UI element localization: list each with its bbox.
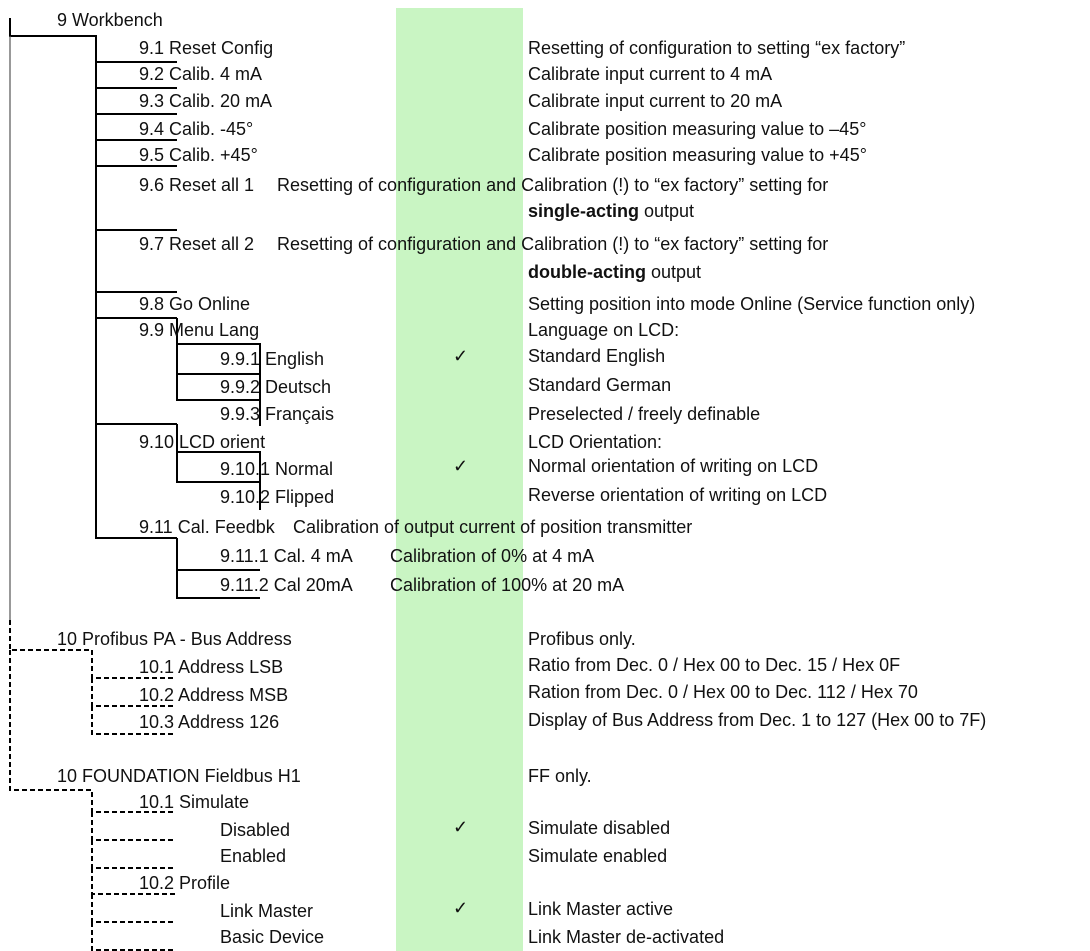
desc-normal: Normal orientation of writing on LCD: [528, 456, 819, 476]
desc-link-master: Link Master active: [528, 899, 674, 919]
desc-menu-lang: Language on LCD:: [528, 320, 680, 340]
output-suffix: output: [639, 201, 695, 221]
check-icon: ✓: [453, 456, 469, 476]
desc-address-lsb: Ratio from Dec. 0 / Hex 00 to Dec. 15 / Hex 0F: [528, 655, 901, 675]
profibus-title: 10 Profibus PA - Bus Address: [57, 629, 292, 649]
option-basic-device: Basic Device: [220, 927, 325, 947]
desc-cal-feedbk: Calibration of output current of position transmitter: [293, 517, 693, 537]
menu-item-address-126: 10.3 Address 126: [139, 712, 280, 732]
single-acting-label: single-acting: [528, 201, 640, 221]
desc-basic-device: Link Master de-activated: [528, 927, 725, 947]
output-suffix: output: [646, 262, 702, 282]
desc-reset-all-2: Resetting of configuration and Calibration (!) to “ex factory” setting for: [277, 234, 829, 254]
option-simulate-enabled: Enabled: [220, 846, 287, 866]
desc-address-126: Display of Bus Address from Dec. 1 to 127 (Hex 00 to 7F): [528, 710, 987, 730]
double-acting-label: double-acting: [528, 262, 646, 282]
option-cal-20ma: 9.11.2 Cal 20mA: [220, 575, 353, 595]
desc-reset-config: Resetting of configuration to setting “ex factory”: [528, 38, 906, 58]
foundation-desc: FF only.: [528, 766, 592, 786]
option-english: 9.9.1 English: [220, 349, 325, 369]
desc-simulate-disabled: Simulate disabled: [528, 818, 671, 838]
menu-item-calib-20ma: 9.3 Calib. 20 mA: [139, 91, 273, 111]
desc-reset-all-1-output: [528, 200, 694, 222]
option-cal-4ma: 9.11.1 Cal. 4 mA: [220, 546, 353, 566]
desc-deutsch: Standard German: [528, 375, 672, 395]
menu-item-calib-plus45: 9.5 Calib. +45°: [139, 145, 258, 165]
desc-lcd-orient: LCD Orientation:: [528, 432, 663, 452]
desc-cal-4ma: Calibration of 0% at 4 mA: [390, 546, 595, 566]
option-simulate-disabled: Disabled: [220, 820, 291, 840]
menu-item-calib-minus45: 9.4 Calib. -45°: [139, 119, 254, 139]
menu-item-reset-all-2: 9.7 Reset all 2: [139, 234, 255, 254]
menu-item-calib-4ma: 9.2 Calib. 4 mA: [139, 64, 263, 84]
workbench-title: 9 Workbench: [57, 10, 163, 30]
desc-calib-20ma: Calibrate input current to 20 mA: [528, 91, 783, 111]
desc-flipped: Reverse orientation of writing on LCD: [528, 485, 828, 505]
foundation-title: 10 FOUNDATION Fieldbus H1: [57, 766, 301, 786]
desc-reset-all-2-output: [528, 261, 701, 283]
menu-item-reset-all-1: 9.6 Reset all 1: [139, 175, 255, 195]
desc-go-online: Setting position into mode Online (Service function only): [528, 294, 976, 314]
desc-cal-20ma: Calibration of 100% at 20 mA: [390, 575, 625, 595]
check-icon: ✓: [453, 898, 469, 918]
menu-item-go-online: 9.8 Go Online: [139, 294, 251, 314]
menu-item-profile: 10.2 Profile: [139, 873, 231, 893]
profibus-desc: Profibus only.: [528, 629, 636, 649]
option-link-master: Link Master: [220, 901, 314, 921]
menu-item-cal-feedbk: 9.11 Cal. Feedbk: [139, 517, 275, 537]
menu-item-simulate: 10.1 Simulate: [139, 792, 250, 812]
desc-simulate-enabled: Simulate enabled: [528, 846, 668, 866]
option-francais: 9.9.3 Français: [220, 404, 335, 424]
menu-item-menu-lang: 9.9 Menu Lang: [139, 320, 260, 340]
option-flipped: 9.10.2 Flipped: [220, 487, 335, 507]
desc-address-msb: Ration from Dec. 0 / Hex 00 to Dec. 112 / Hex 70: [528, 682, 918, 702]
check-icon: ✓: [453, 346, 469, 366]
menu-item-address-lsb: 10.1 Address LSB: [139, 657, 284, 677]
desc-calib-4ma: Calibrate input current to 4 mA: [528, 64, 773, 84]
check-icon: ✓: [453, 817, 469, 837]
option-deutsch: 9.9.2 Deutsch: [220, 377, 332, 397]
option-normal: 9.10.1 Normal: [220, 459, 334, 479]
desc-english: Standard English: [528, 346, 666, 366]
desc-reset-all-1: Resetting of configuration and Calibration (!) to “ex factory” setting for: [277, 175, 829, 195]
desc-francais: Preselected / freely definable: [528, 404, 761, 424]
menu-item-reset-config: 9.1 Reset Config: [139, 38, 274, 58]
menu-item-lcd-orient: 9.10 LCD orient: [139, 432, 266, 452]
desc-calib-minus45: Calibrate position measuring value to –45°: [528, 119, 867, 139]
menu-item-address-msb: 10.2 Address MSB: [139, 685, 289, 705]
desc-calib-plus45: Calibrate position measuring value to +45°: [528, 145, 867, 165]
